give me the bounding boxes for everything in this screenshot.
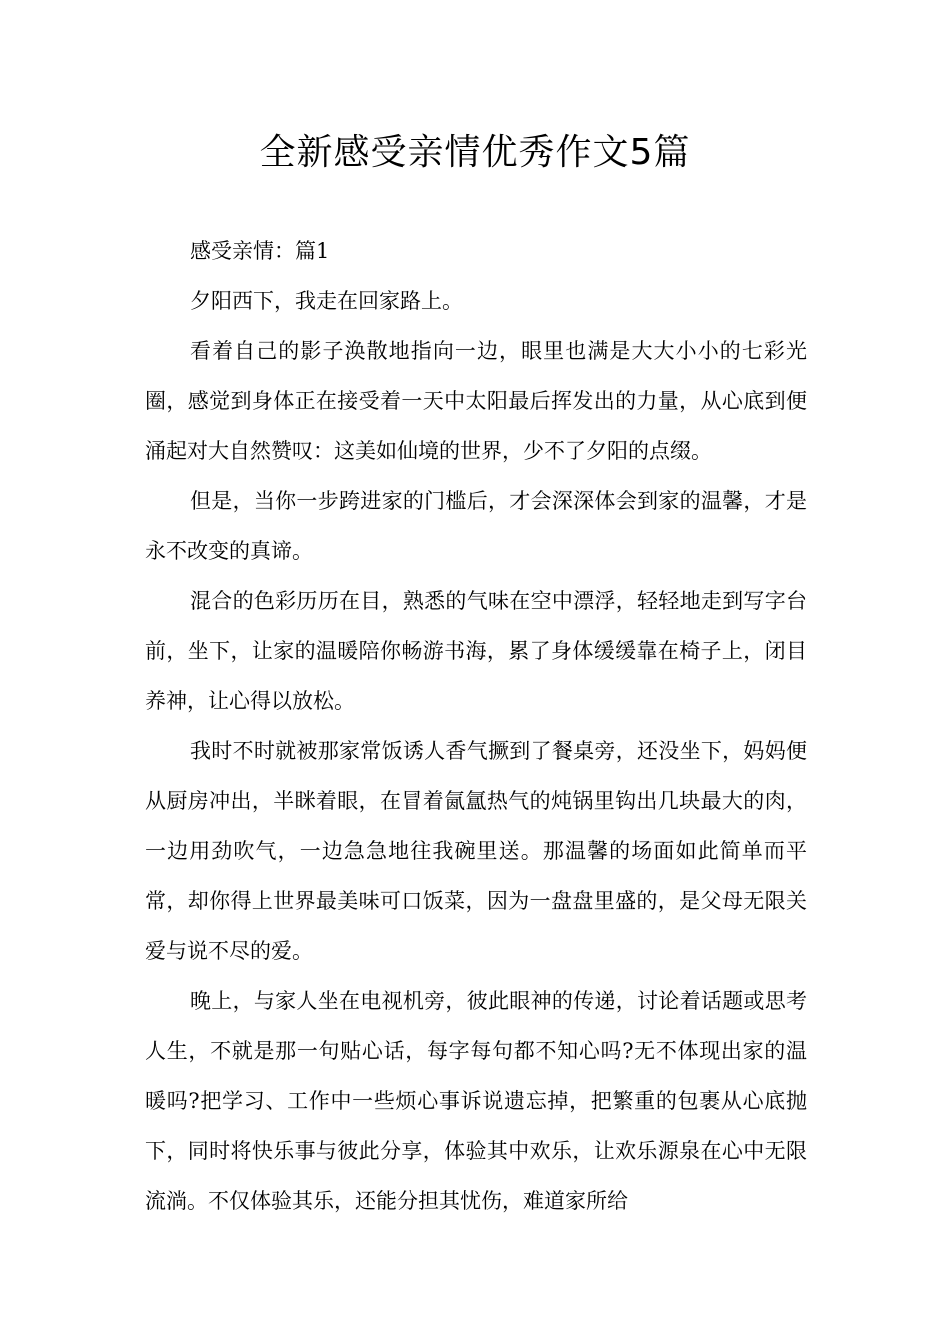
paragraph-section-heading: 感受亲情：篇1 bbox=[190, 239, 330, 263]
paragraph: 但是，当你一步跨进家的门槛后，才会深深体会到家的温馨，才是永不改变的真谛。 bbox=[145, 489, 807, 563]
paragraph: 混合的色彩历历在目，熟悉的气味在空中漂浮，轻轻地走到写字台前，坐下，让家的温暖陪你畅游书海，累了身体缓缓靠在椅子上，闭目养神，让心得以放松。 bbox=[145, 589, 807, 713]
paragraph: 夕阳西下，我走在回家路上。 bbox=[190, 289, 463, 313]
paragraph: 我时不时就被那家常饭诱人香气撅到了餐桌旁，还没坐下，妈妈便从厨房冲出，半眯着眼，在冒着氤氲热气的炖锅里钩出几块最大的肉，一边用劲吹气，一边急急地往我碗里送。那温馨的场面如此简单而平常，却你得上世界最美味可口饭菜，因为一盘盘里盛的，是父母无限关爱与说不尽的爱。 bbox=[145, 739, 807, 963]
document-title: 全新感受亲情优秀作文5篇 bbox=[259, 132, 691, 173]
document-body bbox=[145, 226, 807, 1226]
paragraph: 晚上，与家人坐在电视机旁，彼此眼神的传递，讨论着话题或思考人生，不就是那一句贴心话，每字每句都不知心吗?无不体现出家的温暖吗?把学习、工作中一些烦心事诉说遗忘掉，把繁重的包裹从心底抛下，同时将快乐事与彼此分享，体验其中欢乐，让欢乐源泉在心中无限流淌。不仅体验其乐，还能分担其忧伤，难道家所给 bbox=[145, 989, 807, 1213]
paragraph: 看着自己的影子涣散地指向一边，眼里也满是大大小小的七彩光圈，感觉到身体正在接受着一天中太阳最后挥发出的力量，从心底到便涌起对大自然赞叹：这美如仙境的世界，少不了夕阳的点缀。 bbox=[145, 339, 807, 463]
